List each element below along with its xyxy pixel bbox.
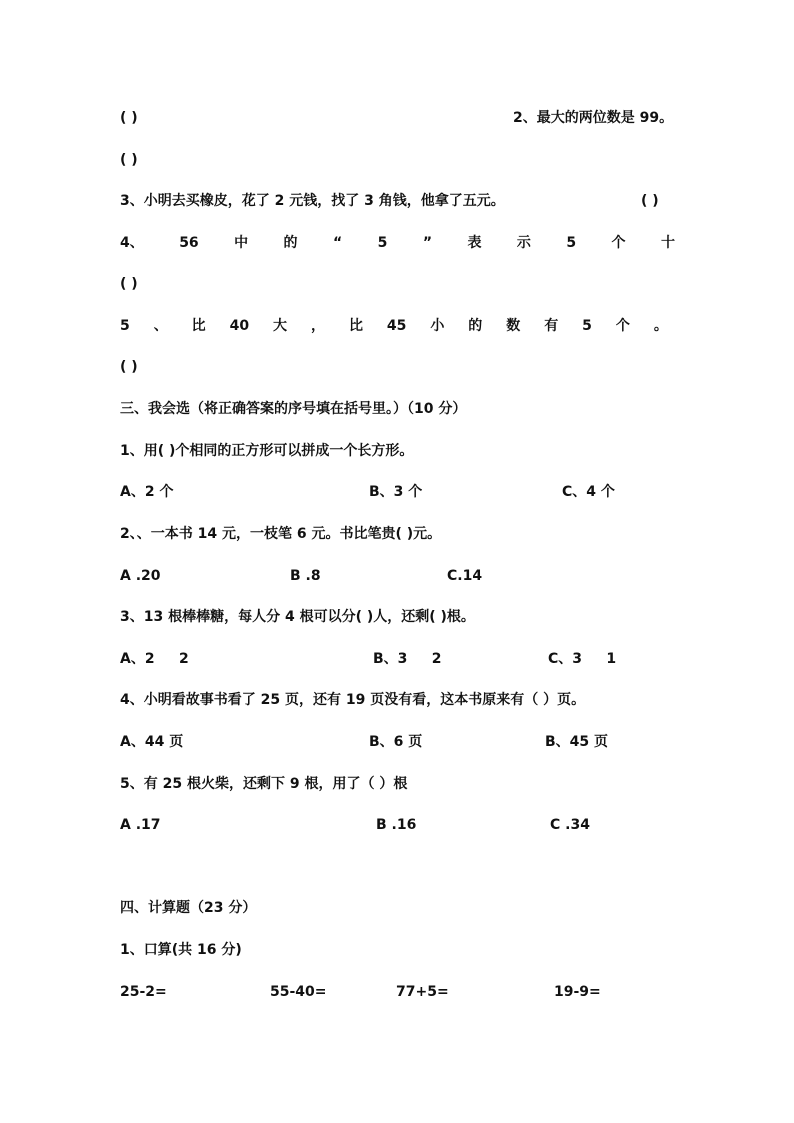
q4-token: “ xyxy=(332,235,343,251)
q4-token: 个 xyxy=(611,235,626,251)
choice-q3-option-a: A、2 2 xyxy=(120,651,189,667)
q5-token: ， xyxy=(311,318,325,334)
q4-token: 表 xyxy=(467,235,482,251)
judge-q4-text xyxy=(120,234,675,252)
choice-q1-option-a: A、2 个 xyxy=(120,484,174,500)
q5-token: 比 xyxy=(191,318,206,334)
q5-token: 的 xyxy=(468,318,483,334)
choice-q2-option-c: C.14 xyxy=(447,568,483,584)
choice-q4-text: 4、小明看故事书看了 25 页，还有 19 页没有看，这本书原来有（ ）页。 xyxy=(120,692,586,708)
choice-q2-option-a: A .20 xyxy=(120,568,161,584)
choice-q4-option-b: B、6 页 xyxy=(369,734,423,750)
q5-token: 、 xyxy=(153,318,168,334)
judge-q5-text xyxy=(120,317,668,335)
choice-q3-option-c: C、3 1 xyxy=(548,651,617,667)
calc-problem: 77+5= xyxy=(396,984,449,1000)
q5-token: 45 xyxy=(386,318,407,334)
calc-section-heading: 四、计算题（23 分） xyxy=(120,900,257,916)
choice-q5-text: 5、有 25 根火柴，还剩下 9 根，用了（ ）根 xyxy=(120,776,408,792)
q5-token: 5 xyxy=(582,318,592,334)
q4-token: 5 xyxy=(566,235,577,251)
q5-token: 小 xyxy=(430,318,445,334)
calc-problem: 25-2= xyxy=(120,984,167,1000)
q4-token: 中 xyxy=(234,235,249,251)
choice-q2-text: 2、、一本书 14 元，一枝笔 6 元。书比笔贵( )元。 xyxy=(120,526,442,542)
q3-answer-paren: ( ) xyxy=(641,193,659,209)
choice-q4-option-a: A、44 页 xyxy=(120,734,184,750)
judge-q3-text: 3、小明去买橡皮，花了 2 元钱，找了 3 角钱，他拿了五元。 xyxy=(120,193,505,209)
choice-q3-text: 3、13 根棒棒糖，每人分 4 根可以分( )人，还剩( )根。 xyxy=(120,609,475,625)
q4-token: 十 xyxy=(660,235,675,251)
choice-q5-option-c: C .34 xyxy=(550,817,590,833)
choice-q2-option-b: B .8 xyxy=(290,568,321,584)
choice-q4-option-c: B、45 页 xyxy=(545,734,609,750)
q4-answer-paren: ( ) xyxy=(120,276,138,292)
choice-section-heading: 三、我会选（将正确答案的序号填在括号里。）（10 分） xyxy=(120,401,467,417)
calc-problem: 19-9= xyxy=(554,984,601,1000)
q4-token: 4、 xyxy=(120,235,144,251)
q5-token: 40 xyxy=(229,318,250,334)
choice-q3-option-b: B、3 2 xyxy=(373,651,442,667)
q5-answer-paren: ( ) xyxy=(120,359,138,375)
q4-token: 示 xyxy=(516,235,531,251)
q4-token: 5 xyxy=(377,235,388,251)
choice-q1-option-b: B、3 个 xyxy=(369,484,423,500)
calc-sub1-heading: 1、口算(共 16 分) xyxy=(120,942,242,958)
q5-token: 比 xyxy=(348,318,363,334)
judge-q2-text: 2、最大的两位数是 99。 xyxy=(513,110,674,126)
q4-token: 的 xyxy=(283,235,298,251)
q5-token: 。 xyxy=(653,318,668,334)
calc-problem: 55-40= xyxy=(270,984,327,1000)
choice-q1-text: 1、用( )个相同的正方形可以拼成一个长方形。 xyxy=(120,443,414,459)
choice-q5-option-a: A .17 xyxy=(120,817,161,833)
choice-q5-option-b: B .16 xyxy=(376,817,417,833)
q5-token: 个 xyxy=(615,318,630,334)
q5-token: 有 xyxy=(544,318,559,334)
q1-answer-paren: ( ) xyxy=(120,110,138,126)
q5-token: 数 xyxy=(506,318,521,334)
q4-token: ” xyxy=(422,235,433,251)
q5-token: 大 xyxy=(273,318,288,334)
q5-token: 5 xyxy=(120,318,130,334)
choice-q1-option-c: C、4 个 xyxy=(562,484,615,500)
q2-answer-paren: ( ) xyxy=(120,152,138,168)
q4-token: 56 xyxy=(179,235,199,251)
